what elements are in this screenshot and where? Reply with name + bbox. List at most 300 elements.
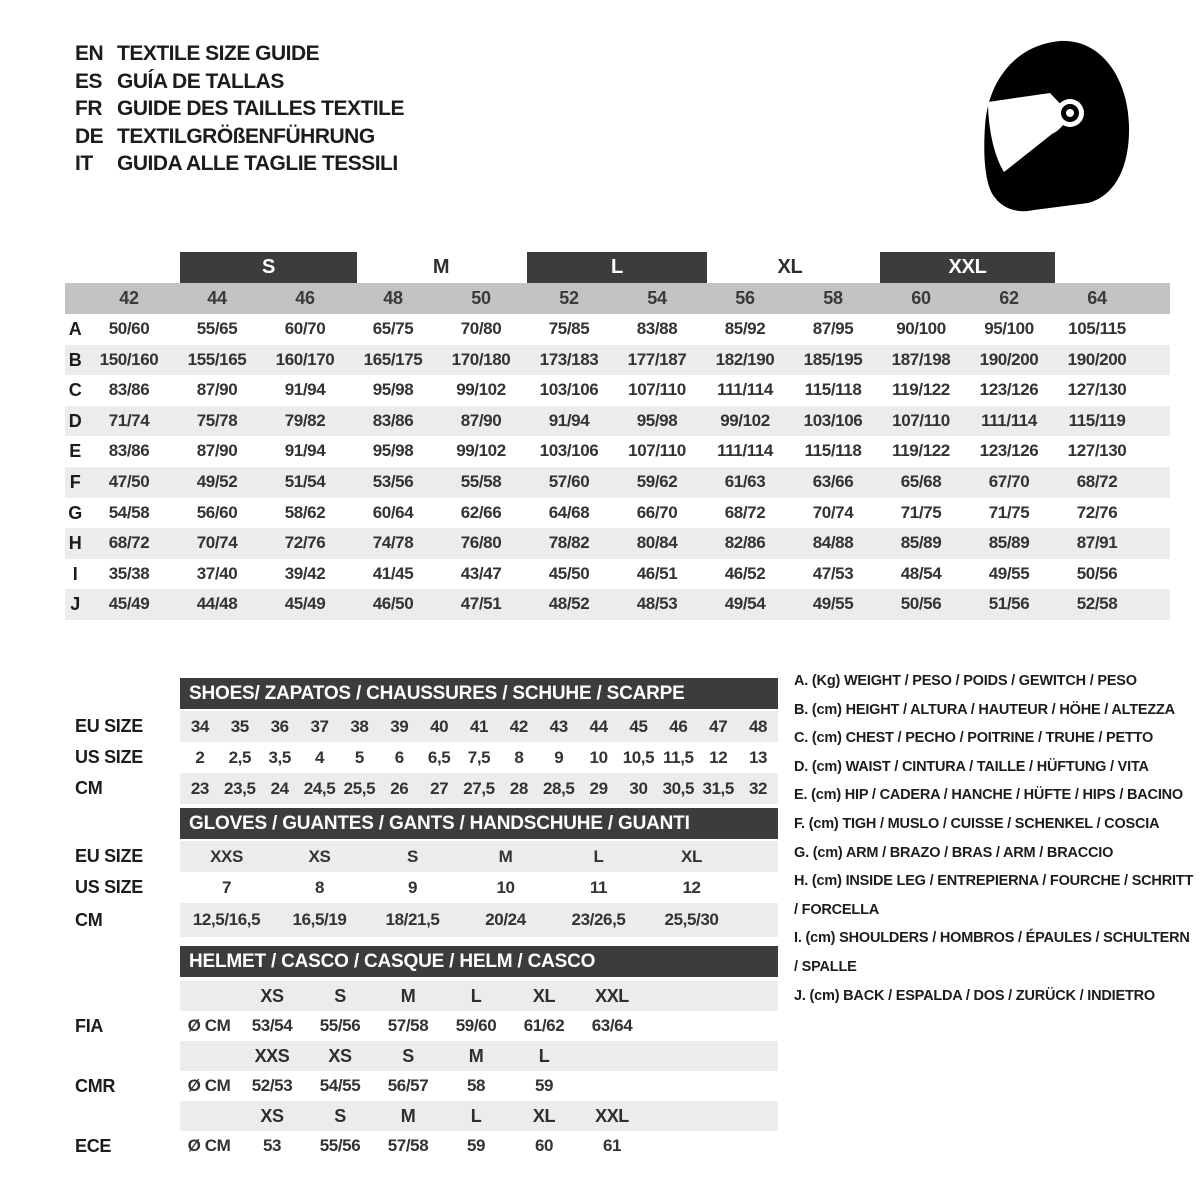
filler-cell (1141, 314, 1170, 345)
apparel-table-body (65, 314, 1170, 620)
helmet-value: 60 (534, 1136, 554, 1155)
shoes-us-row (180, 742, 778, 773)
value-cell: 12,5/16,5 (192, 910, 261, 929)
size-value: 67/70 (988, 471, 1030, 491)
language-label: GUIDA ALLE TAGLIE TESSILI (117, 152, 398, 175)
size-value: 56/60 (196, 502, 238, 522)
value-cell: 28,5 (542, 779, 575, 798)
size-value: 170/180 (451, 349, 511, 369)
helmet-value: 55/56 (319, 1016, 361, 1035)
row-letter: H (68, 533, 82, 554)
gloves-eu-size-label: EU SIZE (75, 846, 143, 866)
legend-item: D. (cm) WAIST / CINTURA / TAILLE / HÜFTUNG / VITA (794, 758, 1149, 775)
helmet-value: 58 (466, 1076, 486, 1095)
size-value: 63/66 (812, 471, 854, 491)
size-value: 72/76 (1076, 502, 1118, 522)
helmet-values-row (180, 1131, 778, 1161)
language-code: DE (75, 124, 104, 148)
value-cell: 44 (589, 717, 608, 736)
size-value: 45/49 (108, 594, 150, 614)
size-value: 182/190 (715, 349, 775, 369)
helmet-size: XS (260, 1106, 284, 1126)
value-cell: 8 (314, 878, 325, 897)
row-letter: J (70, 594, 80, 615)
gloves-us-row (180, 872, 778, 903)
size-value: 50/56 (900, 594, 942, 614)
size-value: 57/60 (548, 471, 590, 491)
size-value: 71/74 (108, 410, 150, 430)
filler-cell (1141, 345, 1170, 376)
size-value: 49/55 (812, 594, 854, 614)
size-value: 48/52 (548, 594, 590, 614)
value-cell: XS (308, 847, 331, 866)
size-value: 64/68 (548, 502, 590, 522)
language-row (75, 123, 404, 151)
size-value: 71/75 (988, 502, 1030, 522)
size-value: 83/86 (108, 380, 150, 400)
value-cell: 11 (589, 878, 608, 897)
gloves-eu-row (180, 841, 778, 872)
corner-cell (65, 283, 85, 314)
size-group-l: L (527, 252, 707, 283)
size-value: 70/80 (460, 319, 502, 338)
value-cell: 47 (709, 717, 728, 736)
column-header: 44 (207, 288, 227, 308)
filler-cell (1141, 559, 1170, 590)
helmet-size: XXS (254, 1046, 290, 1066)
size-value: 68/72 (108, 533, 150, 553)
size-value: 65/68 (900, 471, 942, 491)
helmet-values-row (180, 1011, 778, 1041)
helmet-standard-fia-label: FIA (75, 1016, 104, 1036)
size-value: 95/98 (636, 410, 678, 430)
value-cell: 45 (629, 717, 648, 736)
size-value: 78/82 (548, 533, 590, 553)
value-cell: 11,5 (663, 748, 694, 767)
value-cell: 10,5 (622, 748, 655, 767)
size-value: 107/110 (628, 380, 686, 400)
value-cell: 36 (270, 717, 289, 736)
size-value: 74/78 (372, 533, 414, 553)
helmet-value: 52/53 (251, 1076, 293, 1095)
legend-item: G. (cm) ARM / BRAZO / BRAS / ARM / BRACCIO (794, 844, 1114, 861)
apparel-row (65, 467, 1170, 498)
row-letter: C (68, 380, 82, 401)
value-cell: 7 (221, 878, 232, 897)
apparel-row (65, 528, 1170, 559)
size-group-m: M (432, 256, 450, 278)
helmet-value: 59 (466, 1136, 486, 1155)
size-value: 160/170 (275, 349, 335, 369)
legend-item: C. (cm) CHEST / PECHO / POITRINE / TRUHE / PETTO (794, 730, 1154, 747)
helmet-value: 56/57 (387, 1076, 429, 1095)
value-cell: 12 (682, 878, 701, 897)
size-value: 91/94 (548, 410, 590, 430)
column-header: 64 (1087, 288, 1107, 308)
size-value: 35/38 (108, 563, 150, 583)
size-value: 54/58 (108, 502, 150, 522)
size-value: 70/74 (196, 533, 238, 553)
language-list (75, 40, 404, 178)
language-code: ES (75, 69, 103, 93)
size-value: 66/70 (636, 502, 678, 522)
size-value: 37/40 (196, 563, 238, 583)
helmet-size: XL (532, 1106, 556, 1126)
size-value: 80/84 (636, 533, 678, 553)
language-row (75, 68, 404, 96)
size-value: 83/86 (372, 410, 414, 430)
value-cell: 12 (709, 748, 728, 767)
size-value: 155/165 (187, 349, 247, 369)
filler-cell (1141, 406, 1170, 437)
helmet-size: M (400, 986, 416, 1006)
size-value: 55/58 (460, 471, 502, 491)
apparel-columns-band (65, 283, 1170, 314)
value-cell: 32 (749, 779, 768, 798)
shoes-eu-row (180, 711, 778, 742)
size-value: 48/53 (636, 594, 678, 614)
value-cell: 20/24 (485, 910, 526, 929)
size-group-xxl: XXL (880, 252, 1055, 283)
size-group-xl: XL (777, 256, 803, 278)
helmet-value: 63/64 (591, 1016, 633, 1035)
legend-item: J. (cm) BACK / ESPALDA / DOS / ZURÜCK / INDIETRO (794, 987, 1155, 1004)
size-value: 123/126 (979, 441, 1039, 461)
value-cell: 4 (314, 748, 325, 767)
helmet-size: L (470, 986, 482, 1006)
value-cell: 23 (190, 779, 209, 798)
helmet-value: 61/62 (523, 1016, 565, 1035)
shoes-us-size-label: US SIZE (75, 747, 143, 767)
legend-item: F. (cm) TIGH / MUSLO / CUISSE / SCHENKEL / COSCIA (794, 815, 1160, 832)
column-header: 48 (383, 288, 403, 308)
value-cell: L (593, 847, 604, 866)
language-label: GUIDE DES TAILLES TEXTILE (117, 97, 404, 120)
helmet-values-row (180, 1071, 778, 1101)
helmet-value: 61 (602, 1136, 622, 1155)
value-cell: 8 (514, 748, 524, 767)
value-cell: 40 (430, 717, 449, 736)
language-code: IT (75, 152, 93, 175)
filler-cell (1141, 589, 1170, 620)
size-value: 50/56 (1076, 563, 1118, 583)
helmet-size: XS (260, 986, 284, 1006)
helmet-sizes-row (180, 1041, 778, 1071)
size-value: 90/100 (896, 319, 946, 338)
size-value: 49/55 (988, 563, 1030, 583)
size-value: 111/114 (717, 380, 773, 400)
row-letter: A (68, 319, 82, 339)
filler-cell (1141, 375, 1170, 406)
size-value: 87/90 (196, 441, 238, 461)
size-value: 82/86 (724, 533, 766, 553)
size-value: 68/72 (1076, 471, 1118, 491)
value-cell: 6 (394, 748, 404, 767)
size-value: 95/100 (984, 319, 1034, 338)
apparel-row (65, 375, 1170, 406)
size-value: 39/42 (284, 563, 326, 583)
size-value: 46/52 (724, 563, 766, 583)
size-value: 45/50 (548, 563, 590, 583)
filler-cell (1141, 528, 1170, 559)
legend-item: A. (Kg) WEIGHT / PESO / POIDS / GEWITCH / PESO (794, 673, 1137, 689)
value-cell: 34 (190, 717, 209, 736)
size-value: 99/102 (456, 380, 506, 400)
value-cell: 7,5 (467, 748, 491, 767)
size-value: 123/126 (979, 380, 1039, 400)
helmet-size: XL (532, 986, 556, 1006)
value-cell: 27 (430, 779, 449, 798)
racing-helmet-icon (978, 38, 1133, 218)
size-value: 173/183 (539, 349, 599, 369)
shoes-section-title: SHOES/ ZAPATOS / CHAUSSURES / SCHUHE / SCARPE (180, 678, 778, 709)
value-cell: 2 (195, 748, 205, 767)
row-letter: G (68, 502, 82, 523)
helmet-size: XXL (595, 986, 629, 1006)
size-value: 49/54 (724, 594, 766, 614)
size-value: 103/106 (539, 380, 599, 400)
helmet-size: S (402, 1046, 414, 1066)
filler-cell (1141, 498, 1170, 529)
column-header: 52 (559, 288, 579, 308)
empty-unit-cell (180, 1041, 238, 1071)
size-value: 87/95 (812, 319, 854, 338)
size-value: 95/98 (372, 380, 414, 400)
value-cell: 3,5 (268, 748, 291, 767)
size-value: 76/80 (460, 533, 502, 553)
apparel-row (65, 559, 1170, 590)
size-value: 53/56 (372, 471, 414, 491)
helmet-value: 53 (262, 1136, 282, 1155)
size-value: 51/54 (284, 471, 326, 491)
row-letter: E (69, 441, 81, 462)
size-value: 87/90 (460, 410, 502, 430)
size-value: 49/52 (196, 471, 238, 491)
helmet-size: L (470, 1106, 482, 1126)
size-value: 79/82 (284, 410, 326, 430)
size-value: 115/118 (804, 380, 862, 400)
gloves-us-size-label: US SIZE (75, 877, 143, 897)
column-header: 60 (911, 288, 931, 308)
size-value: 115/118 (804, 441, 862, 461)
value-cell: 42 (509, 717, 528, 736)
size-value: 58/62 (284, 502, 326, 522)
language-code: FR (75, 97, 102, 120)
size-value: 70/74 (812, 502, 854, 522)
legend-item: E. (cm) HIP / CADERA / HANCHE / HÜFTE / HIPS / BACINO (794, 787, 1183, 804)
shoes-eu-size-label: EU SIZE (75, 716, 143, 736)
diameter-unit-cell: Ø CM (187, 1076, 231, 1095)
size-value: 44/48 (196, 594, 238, 614)
size-value: 87/90 (196, 380, 238, 400)
value-cell: 13 (749, 748, 768, 767)
filler-cell (1141, 436, 1170, 467)
helmet-sizes-row (180, 981, 778, 1011)
value-cell: XL (681, 847, 702, 866)
size-value: 47/53 (812, 563, 854, 583)
value-cell: 9 (407, 878, 418, 897)
size-value: 107/110 (628, 441, 686, 461)
shoes-cm-row (180, 773, 778, 804)
column-header: 62 (999, 288, 1019, 308)
measurement-legend (794, 667, 1196, 1010)
apparel-row (65, 406, 1170, 437)
size-value: 107/110 (892, 410, 950, 430)
legend-item: B. (cm) HEIGHT / ALTURA / HAUTEUR / HÖHE / ALTEZZA (794, 701, 1175, 718)
shoes-cm-label: CM (75, 778, 103, 798)
gloves-section-title: GLOVES / GUANTES / GANTS / HANDSCHUHE / GUANTI (180, 808, 778, 839)
apparel-row (65, 345, 1170, 376)
value-cell: 26 (390, 779, 409, 798)
value-cell: 41 (469, 717, 489, 736)
legend-item: I. (cm) SHOULDERS / HOMBROS / ÉPAULES / SCHULTERN / SPALLE (794, 930, 1190, 975)
language-label: GUÍA DE TALLAS (117, 69, 284, 93)
helmet-size: L (538, 1046, 550, 1066)
size-value: 41/45 (372, 563, 414, 583)
helmet-size: XXL (595, 1106, 629, 1126)
column-header: 42 (119, 288, 139, 308)
filler-cell (1141, 467, 1170, 498)
row-letter: F (69, 471, 81, 492)
size-value: 91/94 (284, 441, 326, 461)
helmet-value: 57/58 (387, 1136, 429, 1155)
size-value: 115/119 (1068, 410, 1126, 430)
helmet-sizes-row (180, 1101, 778, 1131)
filler-cell (1141, 283, 1170, 314)
size-value: 85/92 (724, 319, 766, 338)
apparel-row (65, 589, 1170, 620)
size-value: 52/58 (1076, 594, 1118, 614)
size-value: 99/102 (720, 410, 770, 430)
size-value: 105/115 (1068, 319, 1126, 338)
column-header: 58 (823, 288, 843, 308)
apparel-row (65, 436, 1170, 467)
empty-unit-cell (180, 981, 238, 1011)
size-value: 103/106 (539, 441, 599, 461)
value-cell: 25,5/30 (664, 910, 719, 929)
column-header: 46 (295, 288, 315, 308)
size-value: 51/56 (988, 594, 1030, 614)
size-value: 111/114 (717, 441, 773, 461)
helmet-value: 53/54 (251, 1016, 293, 1035)
size-value: 177/187 (627, 349, 687, 369)
value-cell: M (498, 847, 513, 866)
value-cell: 48 (749, 717, 768, 736)
diameter-unit-cell: Ø CM (187, 1136, 231, 1155)
value-cell: 28 (509, 779, 528, 798)
value-cell: 29 (589, 779, 608, 798)
value-cell: 6,5 (427, 748, 451, 767)
row-letter: D (68, 410, 82, 431)
helmet-size: M (400, 1106, 416, 1126)
helmet-value: 59 (534, 1076, 554, 1095)
size-value: 190/200 (1067, 349, 1127, 369)
value-cell: 24,5 (303, 779, 336, 798)
value-cell: 37 (310, 717, 329, 736)
size-value: 99/102 (456, 441, 506, 461)
size-value: 119/122 (892, 441, 950, 461)
size-value: 165/175 (363, 349, 423, 369)
helmet-size: S (334, 1106, 346, 1126)
size-value: 83/88 (636, 319, 678, 338)
helmet-size: XS (328, 1046, 352, 1066)
size-value: 103/106 (803, 410, 863, 430)
value-cell: 5 (354, 748, 364, 767)
size-value: 185/195 (803, 349, 863, 369)
value-cell: 30,5 (662, 779, 695, 798)
helmet-rows (180, 981, 778, 1161)
size-value: 47/50 (108, 471, 150, 491)
gloves-cm-label: CM (75, 910, 103, 930)
helmet-value: 55/56 (319, 1136, 361, 1155)
helmet-value: 57/58 (387, 1016, 429, 1035)
value-cell: 38 (350, 717, 369, 736)
value-cell: 35 (230, 717, 249, 736)
value-cell: 43 (549, 717, 568, 736)
value-cell: 10 (589, 748, 608, 767)
value-cell: 39 (390, 717, 409, 736)
language-row (75, 95, 404, 123)
row-letter: I (72, 563, 78, 584)
value-cell: 30 (629, 779, 648, 798)
size-value: 47/51 (460, 594, 502, 614)
apparel-size-groups (65, 252, 1170, 283)
value-cell: 25,5 (343, 779, 376, 798)
size-value: 87/91 (1076, 533, 1118, 553)
diameter-unit-cell: Ø CM (187, 1016, 231, 1035)
language-row (75, 40, 404, 68)
language-label: TEXTILGRÖßENFÜHRUNG (117, 124, 375, 148)
helmet-size: M (468, 1046, 484, 1066)
apparel-row (65, 314, 1170, 345)
size-value: 71/75 (900, 502, 942, 522)
size-value: 68/72 (724, 502, 766, 522)
helmet-section-title: HELMET / CASCO / CASQUE / HELM / CASCO (180, 946, 778, 977)
size-value: 43/47 (460, 563, 502, 583)
empty-unit-cell (180, 1101, 238, 1131)
value-cell: 23,5 (224, 779, 256, 798)
size-value: 50/60 (108, 319, 150, 338)
language-code: EN (75, 42, 104, 65)
helmet-value: 54/55 (319, 1076, 361, 1095)
column-header: 56 (735, 288, 755, 308)
size-value: 62/66 (460, 502, 502, 522)
size-value: 59/62 (636, 471, 678, 491)
column-header: 50 (471, 288, 491, 308)
value-cell: 10 (496, 878, 515, 897)
size-value: 127/130 (1067, 380, 1127, 400)
size-value: 48/54 (900, 563, 942, 583)
helmet-standard-ece-label: ECE (75, 1136, 112, 1156)
legend-item: H. (cm) INSIDE LEG / ENTREPIERNA / FOURCHE / SCHRITT / FORCELLA (794, 873, 1194, 918)
size-value: 85/89 (988, 533, 1030, 553)
value-cell: 31,5 (702, 779, 734, 798)
value-cell: 2,5 (228, 748, 251, 767)
size-value: 55/65 (196, 319, 238, 338)
size-value: 84/88 (812, 533, 854, 553)
helmet-size: S (334, 986, 346, 1006)
language-label: TEXTILE SIZE GUIDE (117, 42, 320, 65)
size-value: 65/75 (372, 319, 414, 338)
value-cell: 9 (554, 748, 564, 767)
size-value: 119/122 (892, 380, 950, 400)
language-row (75, 150, 404, 178)
value-cell: 27,5 (463, 779, 495, 798)
value-cell: 16,5/19 (292, 910, 347, 929)
size-value: 60/64 (372, 502, 414, 522)
size-value: 150/160 (99, 349, 159, 369)
helmet-standard-cmr-label: CMR (75, 1076, 116, 1096)
